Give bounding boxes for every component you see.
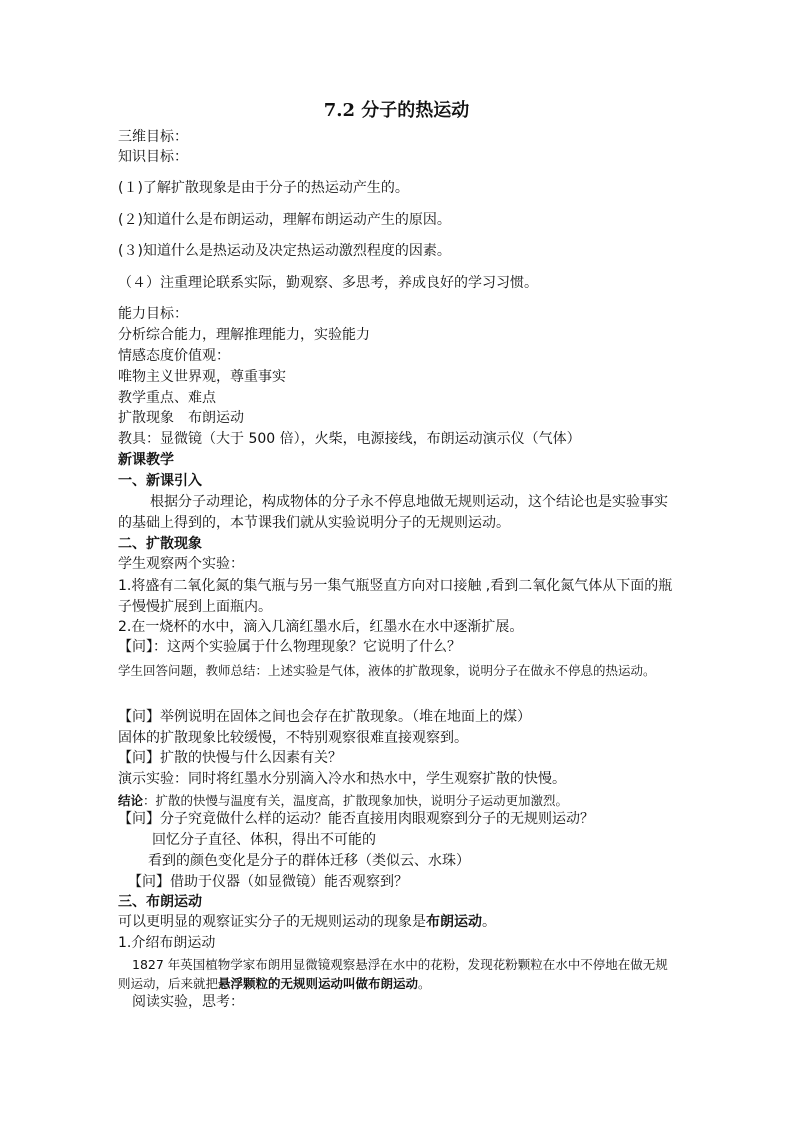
section-3-paragraph-text: 1827 年英国植物学家布朗用显微镜观察悬浮在水中的花粉，发现花粉颗粒在水中不停地在做无规则运动，后来就把 — [118, 957, 668, 991]
question-1: 【问】：这两个实验属于什么物理现象？它说明了什么？ — [118, 639, 461, 655]
section-1-heading: 一、新课引入 — [118, 473, 202, 489]
ability-text: 分析综合能力，理解推理能力，实验能力 — [118, 327, 370, 343]
section-2-heading: 二、扩散现象 — [118, 536, 202, 552]
lesson-heading: 新课教学 — [118, 452, 174, 468]
brownian-definition: 悬浮颗粒的无规则运动叫做布朗运动 — [218, 976, 419, 991]
demo-experiment: 演示实验：同时将红墨水分别滴入冷水和热水中，学生观察扩散的快慢。 — [118, 771, 566, 787]
answer-4b: 看到的颜色变化是分子的群体迁移（类似云、水珠） — [148, 853, 470, 869]
key-points-text: 扩散现象 布朗运动 — [118, 410, 244, 426]
answer-2: 固体的扩散现象比较缓慢，不特别观察很难直接观察到。 — [118, 730, 468, 746]
ability-heading: 能力目标： — [118, 306, 188, 322]
question-4: 【问】分子究竟做什么样的运动？能否直接用肉眼观察到分子的无规则运动？ — [118, 811, 594, 827]
emotion-heading: 情感态度价值观： — [118, 348, 230, 364]
section-3-line-1-text: 可以更明显的观察证实分子的无规则运动的现象是 — [118, 914, 426, 930]
question-2: 【问】举例说明在固体之间也会存在扩散现象。（堆在地面上的煤） — [118, 709, 531, 725]
teaching-tools: 教具：显微镜（大于 500 倍），火柴，电源接线，布朗运动演示仪（气体） — [118, 431, 581, 447]
conclusion — [118, 791, 678, 810]
knowledge-goal-1: (１)了解扩散现象是由于分子的热运动产生的。 — [118, 180, 409, 196]
section-2-experiment-1: 1.将盛有二氧化氮的集气瓶与另一集气瓶竖直方向对口接触 ,看到二氧化氮气体从下面的瓶子慢慢扩展到上面瓶内。 — [118, 578, 673, 615]
section-3-line-1 — [118, 913, 678, 932]
section-2-line-1: 学生观察两个实验： — [118, 556, 244, 572]
conclusion-label: 结论 — [118, 793, 144, 808]
section-3-paragraph-end: 。 — [418, 976, 431, 991]
knowledge-goal-3: (３)知道什么是热运动及决定热运动激烈程度的因素。 — [118, 243, 451, 259]
section-3-line-1-end: 。 — [482, 914, 496, 930]
answer-1: 学生回答问题，教师总结：上述实验是气体，液体的扩散现象，说明分子在做永不停息的热运动。 — [118, 663, 656, 678]
section-3-paragraph — [118, 955, 678, 993]
reading-prompt: 阅读实验，思考： — [132, 994, 244, 1010]
section-1-paragraph: 根据分子动理论，构成物体的分子永不停息地做无规则运动，这个结论也是实验事实的基础上得到的，本节课我们就从实验说明分子的无规则运动。 — [118, 494, 668, 531]
question-3: 【问】扩散的快慢与什么因素有关？ — [118, 750, 342, 766]
document-title: 7.2 分子的热运动 — [323, 100, 470, 121]
section-3-heading: 三、布朗运动 — [118, 894, 202, 910]
section-2-experiment-2: 2.在一烧杯的水中，滴入几滴红墨水后，红墨水在水中逐渐扩展。 — [118, 619, 524, 635]
section-3-subheading: 1.介绍布朗运动 — [118, 935, 216, 951]
question-5: 【问】借助于仪器（如显微镜）能否观察到？ — [128, 874, 408, 890]
brownian-motion-term: 布朗运动 — [426, 914, 482, 930]
knowledge-goal-2: (２)知道什么是布朗运动，理解布朗运动产生的原因。 — [118, 212, 451, 228]
emotion-text: 唯物主义世界观，尊重事实 — [118, 369, 286, 385]
key-points-heading: 教学重点、难点 — [118, 390, 216, 406]
goals-heading: 三维目标： — [118, 129, 188, 145]
answer-4a: 回忆分子直径、体积，得出不可能的 — [152, 832, 376, 848]
knowledge-heading: 知识目标： — [118, 149, 188, 165]
knowledge-goal-4: （４）注重理论联系实际，勤观察、多思考，养成良好的学习习惯。 — [118, 275, 538, 291]
conclusion-text: ：扩散的快慢与温度有关，温度高，扩散现象加快，说明分子运动更加激烈。 — [143, 793, 569, 808]
